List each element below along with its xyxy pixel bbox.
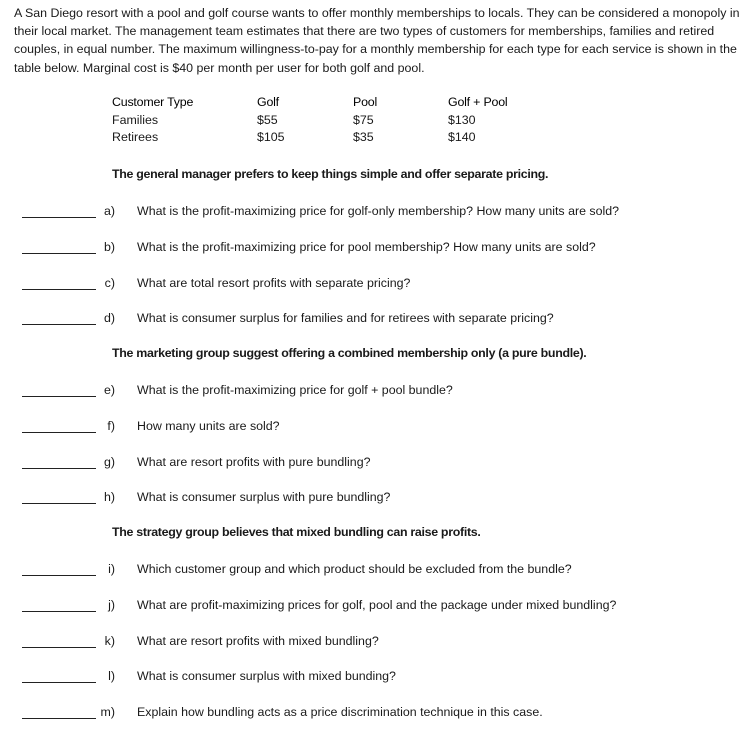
- question-item: [0, 275, 751, 293]
- question-text: What is consumer surplus with mixed bunding?: [137, 669, 396, 683]
- section-heading-mixed-bundling: The strategy group believes that mixed bundling can raise profits.: [112, 525, 481, 539]
- cell-pool: $75: [353, 112, 374, 127]
- question-text: What are resort profits with pure bundling?: [137, 455, 371, 469]
- question-text: What is consumer surplus for families and for retirees with separate pricing?: [137, 311, 554, 325]
- answer-blank[interactable]: [22, 718, 96, 719]
- section-heading-separate-pricing: The general manager prefers to keep things simple and offer separate pricing.: [112, 167, 549, 181]
- question-text: Which customer group and which product should be excluded from the bundle?: [137, 562, 572, 576]
- answer-blank[interactable]: [22, 468, 96, 469]
- cell-golf: $105: [257, 130, 285, 144]
- answer-blank[interactable]: [22, 682, 96, 683]
- cell-pool: $35: [353, 130, 374, 144]
- question-text: What is the profit-maximizing price for pool membership? How many units are sold?: [137, 240, 596, 254]
- answer-blank[interactable]: [22, 432, 96, 433]
- cell-type: Families: [112, 112, 159, 127]
- question-text: What are resort profits with mixed bundling?: [137, 634, 379, 648]
- question-text: What is consumer surplus with pure bundling?: [137, 490, 391, 504]
- question-item: [0, 203, 751, 221]
- answer-blank[interactable]: [22, 611, 96, 612]
- question-item: [0, 561, 751, 579]
- question-item: [0, 418, 751, 436]
- answer-blank[interactable]: [22, 324, 96, 325]
- question-item: [0, 597, 751, 615]
- question-text: What is the profit-maximizing price for golf + pool bundle?: [137, 383, 453, 397]
- question-text: How many units are sold?: [137, 419, 280, 433]
- cell-type: Retirees: [112, 130, 159, 144]
- question-text: What is the profit-maximizing price for golf-only membership? How many units are sold?: [137, 204, 620, 218]
- question-item: [0, 454, 751, 472]
- answer-blank[interactable]: [22, 289, 96, 290]
- answer-blank[interactable]: [22, 396, 96, 397]
- header-golf-pool: Golf + Pool: [448, 95, 508, 109]
- question-item: [0, 489, 751, 507]
- header-pool: Pool: [353, 95, 377, 109]
- question-letter: h): [103, 490, 115, 504]
- cell-golf: $55: [257, 112, 278, 127]
- question-text: What are profit-maximizing prices for golf, pool and the package under mixed bundling?: [137, 598, 617, 612]
- question-letter: d): [103, 311, 115, 325]
- question-text: Explain how bundling acts as a price discrimination technique in this case.: [137, 705, 543, 719]
- question-letter: c): [104, 276, 115, 290]
- intro-paragraph: A San Diego resort with a pool and golf course wants to offer monthly memberships to locals. They can be considered a monopoly in their local market. The management team estimates that there are two types of customers for memberships, families and retired couples, in equal number. The maximum willingness-to-pay for a monthly membership for each type for each service is shown in the table below. Marginal cost is $40 per month per user for both golf and pool.: [14, 6, 740, 75]
- question-letter: f): [107, 419, 115, 433]
- question-letter: e): [103, 383, 115, 397]
- answer-blank[interactable]: [22, 647, 96, 648]
- question-item: [0, 310, 751, 328]
- question-letter: g): [103, 455, 115, 469]
- answer-blank[interactable]: [22, 503, 96, 504]
- header-golf: Golf: [257, 95, 279, 109]
- question-letter: i): [108, 562, 115, 576]
- question-text: What are total resort profits with separate pricing?: [137, 276, 411, 290]
- cell-golf-pool: $140: [448, 130, 476, 144]
- question-item: [0, 239, 751, 257]
- question-letter: m): [100, 705, 115, 719]
- question-letter: j): [108, 598, 115, 612]
- question-letter: k): [104, 634, 115, 648]
- answer-blank[interactable]: [22, 217, 96, 218]
- question-item: [0, 633, 751, 651]
- question-letter: b): [103, 240, 115, 254]
- answer-blank[interactable]: [22, 575, 96, 576]
- header-customer-type: Customer Type: [112, 95, 194, 109]
- question-letter: l): [108, 669, 115, 683]
- question-item: [0, 382, 751, 400]
- question-item: [0, 704, 751, 722]
- cell-golf-pool: $130: [448, 112, 476, 127]
- question-item: [0, 668, 751, 686]
- answer-blank[interactable]: [22, 253, 96, 254]
- question-letter: a): [103, 204, 115, 218]
- section-heading-pure-bundle: The marketing group suggest offering a combined membership only (a pure bundle).: [112, 346, 587, 360]
